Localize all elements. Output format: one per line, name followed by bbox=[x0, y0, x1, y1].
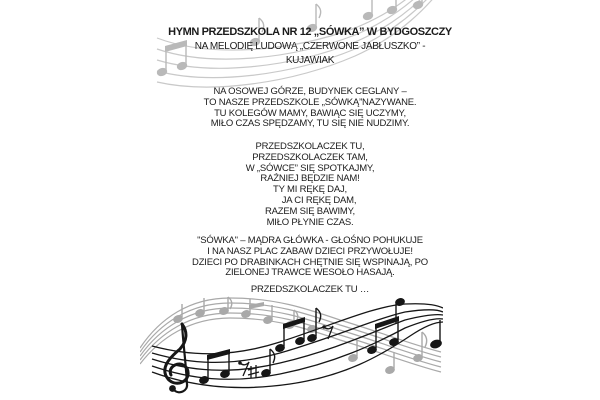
lyric-line: "SÓWKA" – MĄDRA GŁÓWKA - GŁOŚNO POHUKUJE bbox=[197, 235, 423, 246]
rest-dot bbox=[238, 361, 242, 365]
lyric-line: I NA NASZ PLAC ZABAW DZIECI PRZYWOŁUJE! bbox=[207, 245, 413, 257]
chorus bbox=[20, 142, 600, 228]
bottom-music-staff-decoration bbox=[140, 296, 443, 400]
lyric-line: TY MI RĘKĘ DAJ, bbox=[273, 184, 347, 196]
gray-beam bbox=[249, 302, 264, 309]
lyric-line: MIŁO PŁYNIE CZAS. bbox=[266, 216, 354, 228]
lyric-line: PRZEDSZKOLACZEK TU, bbox=[255, 141, 365, 152]
clef-dot bbox=[169, 385, 176, 392]
song-subtitle-genre: KUJAWIAK bbox=[285, 55, 335, 66]
lyric-line: RAŹNIEJ BĘDZIE NAM! bbox=[260, 173, 360, 185]
lyric-line: MIŁO CZAS SPĘDZAMY, TU SIĘ NIE NUDZIMY. bbox=[210, 118, 410, 130]
treble-clef-icon bbox=[165, 324, 188, 392]
verse-2 bbox=[20, 236, 600, 279]
lyric-line: TU KOLEGÓW MAMY, BAWIĄC SIĘ UCZYMY, bbox=[214, 107, 406, 119]
outro-line: PRZEDSZKOLACZEK TU … bbox=[250, 284, 370, 295]
sharp-icon bbox=[248, 365, 259, 378]
verse-1 bbox=[20, 87, 600, 130]
lyric-line: ZIELONEJ TRAWCE WESOŁO HASAJĄ. bbox=[225, 267, 395, 279]
song-subtitle-melody: NA MELODIĘ LUDOWĄ „CZERWONE JABŁUSZKO” - bbox=[194, 41, 426, 52]
lyric-line: JA CI RĘKĘ DAM, bbox=[281, 194, 357, 206]
lyric-line: PRZEDSZKOLACZEK TAM, bbox=[252, 151, 368, 163]
lyric-line: NA OSOWEJ GÓRZE, BUDYNEK CEGLANY – bbox=[213, 86, 407, 97]
lyric-line: W „SÓWCE” SIĘ SPOTKAJMY, bbox=[245, 162, 375, 174]
lyric-line: RAZEM SIĘ BAWIMY, bbox=[264, 205, 356, 217]
lyric-line: TO NASZE PRZEDSZKOLE „SÓWKĄ”NAZYWANE. bbox=[203, 96, 417, 108]
song-title bbox=[20, 25, 600, 68]
song-title-line1: HYMN PRZEDSZKOLA NR 12 „SÓWKA” W BYDGOSZCZY bbox=[168, 26, 452, 38]
lyric-line: DZIECI PO DRABINKACH CHĘTNIE SIĘ WSPINAJĄ, PO bbox=[192, 256, 428, 268]
rest-dot bbox=[322, 325, 325, 328]
black-beam bbox=[207, 349, 230, 360]
